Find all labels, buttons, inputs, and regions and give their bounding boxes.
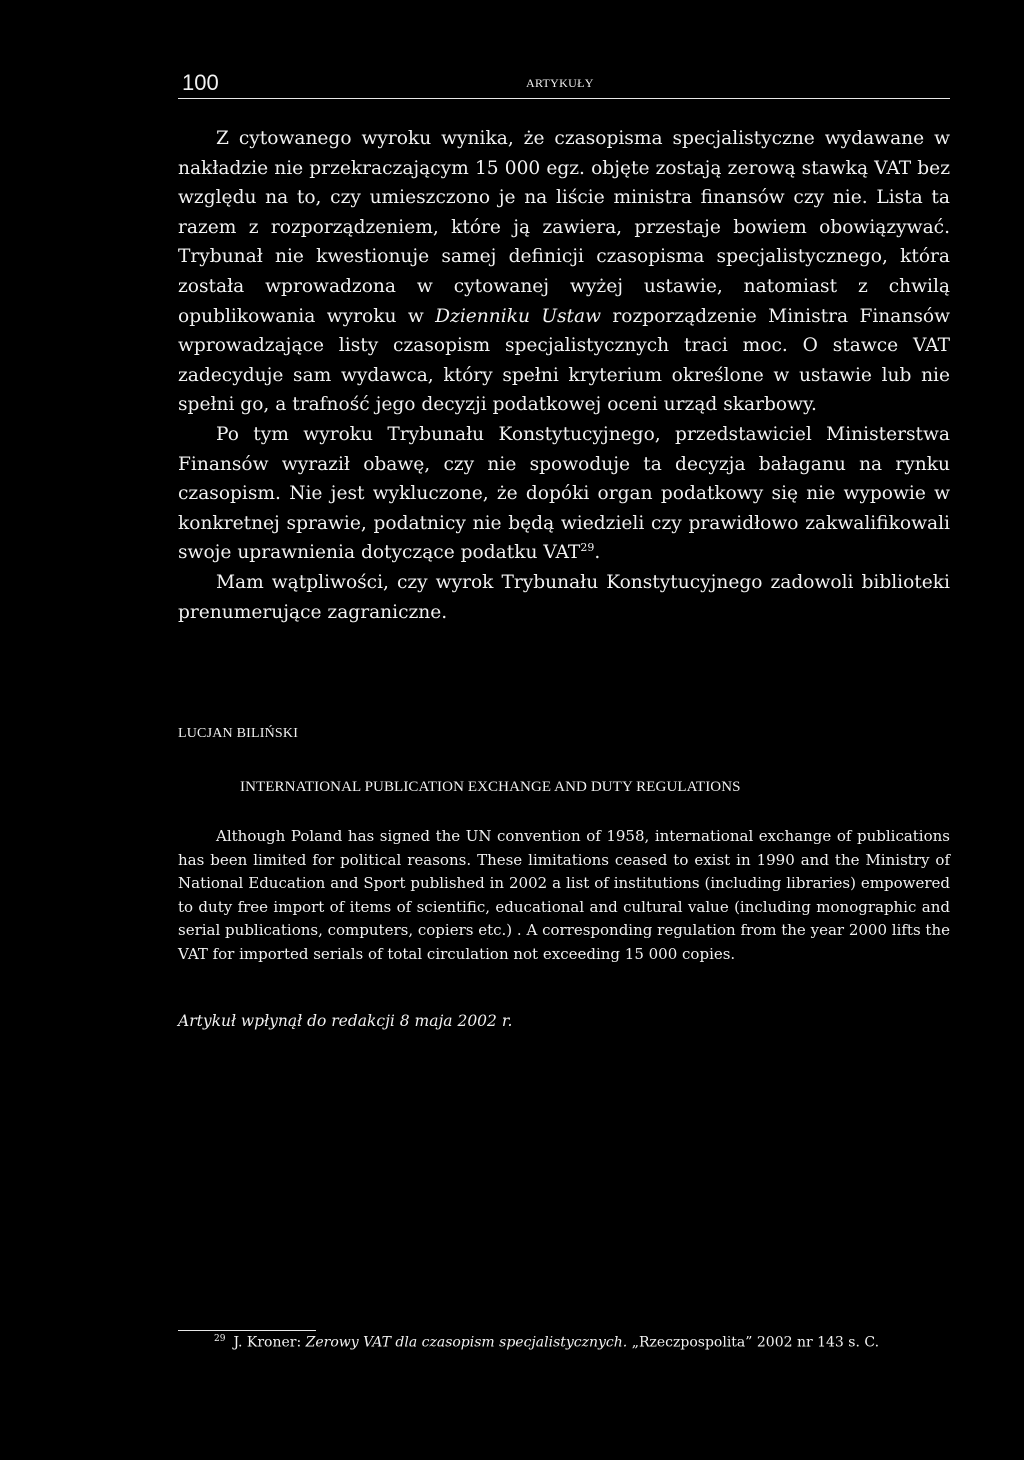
paragraph-2-text-b: . bbox=[594, 542, 601, 564]
summary-title: INTERNATIONAL PUBLICATION EXCHANGE AND DUTY REGULATIONS bbox=[240, 779, 741, 795]
footnote-source: „Rzeczpospolita” 2002 nr 143 s. C. bbox=[627, 1334, 880, 1351]
page-number: 100 bbox=[182, 70, 219, 95]
paragraph-2-text-a: Po tym wyroku Trybunału Konstytucyjnego, przedstawiciel Ministerstwa Finansów wyraził obawę, czy nie spowoduje ta decyzja bałaganu na rynku czasopism. Nie jest wykluczone, że dopóki organ podatkowy się nie wypowie w konkretnej sprawie, podatnicy nie będą wiedzieli czy prawidłowo zakwalifikowali swoje uprawnienia dotyczące podatku VAT bbox=[178, 423, 950, 564]
footnote-author: J. Kroner: bbox=[233, 1334, 306, 1351]
section-label: ARTYKUŁY bbox=[526, 76, 594, 90]
summary-text: Although Poland has signed the UN convention of 1958, international exchange of publications has been limited for political reasons. These limitations ceased to exist in 1990 and the Ministry of National Education and Sport published in 2002 a list of institutions (including libraries) empowered to duty free import of items of scientific, educational and cultural value (including monographic and serial publications, computers, copiers etc.) . A corresponding regulation from the year 2000 lifts the VAT for imported serials of total circulation not exceeding 15 000 copies. bbox=[178, 827, 950, 963]
footnote-title: Zerowy VAT dla czasopism specjalistycznych. bbox=[305, 1334, 628, 1351]
running-head bbox=[178, 68, 950, 99]
footnote-separator bbox=[178, 1330, 316, 1331]
footnote-mark: 29 bbox=[214, 1334, 226, 1344]
paragraph-1-text-a: Z cytowanego wyroku wynika, że czasopisma specjalistyczne wydawane w nakładzie nie przekraczającym 15 000 egz. objęte zostają zerową stawką VAT bez względu na to, czy umieszczono je na liście ministra finansów czy nie. Lista ta razem z rozporządzeniem, które ją zawiera, przestaje bowiem obowiązywać. Trybunał nie kwestionuje samej definicji czasopisma specjalistycznego, która została wprowadzona w cytowanej wyżej ustawie, natomiast z chwilą opublikowania wyroku w bbox=[178, 128, 950, 327]
summary-author: LUCJAN BILIŃSKI bbox=[178, 726, 299, 741]
paragraph-3: Mam wątpliwości, czy wyrok Trybunału Konstytucyjnego zadowoli biblioteki prenumerujące zagraniczne. bbox=[178, 571, 950, 623]
paragraph-2 bbox=[178, 420, 950, 568]
paragraph-1 bbox=[178, 124, 950, 420]
footnote-29 bbox=[214, 1334, 879, 1351]
paragraph-1-text-b: rozporządzenie Ministra Finansów wprowadzające listy czasopism specjalistycznych traci moc. O stawce VAT zadecyduje sam wydawca, który spełni kryterium określone w ustawie lub nie spełni go, a trafność jego decyzji podatkowej oceni urząd skarbowy. bbox=[178, 305, 950, 416]
footnote-reference: 29 bbox=[580, 541, 595, 555]
received-date-note: Artykuł wpłynął do redakcji 8 maja 2002 r. bbox=[178, 1012, 513, 1030]
article-body bbox=[178, 124, 950, 627]
paragraph-1-italic: Dzienniku Ustaw bbox=[435, 305, 602, 327]
